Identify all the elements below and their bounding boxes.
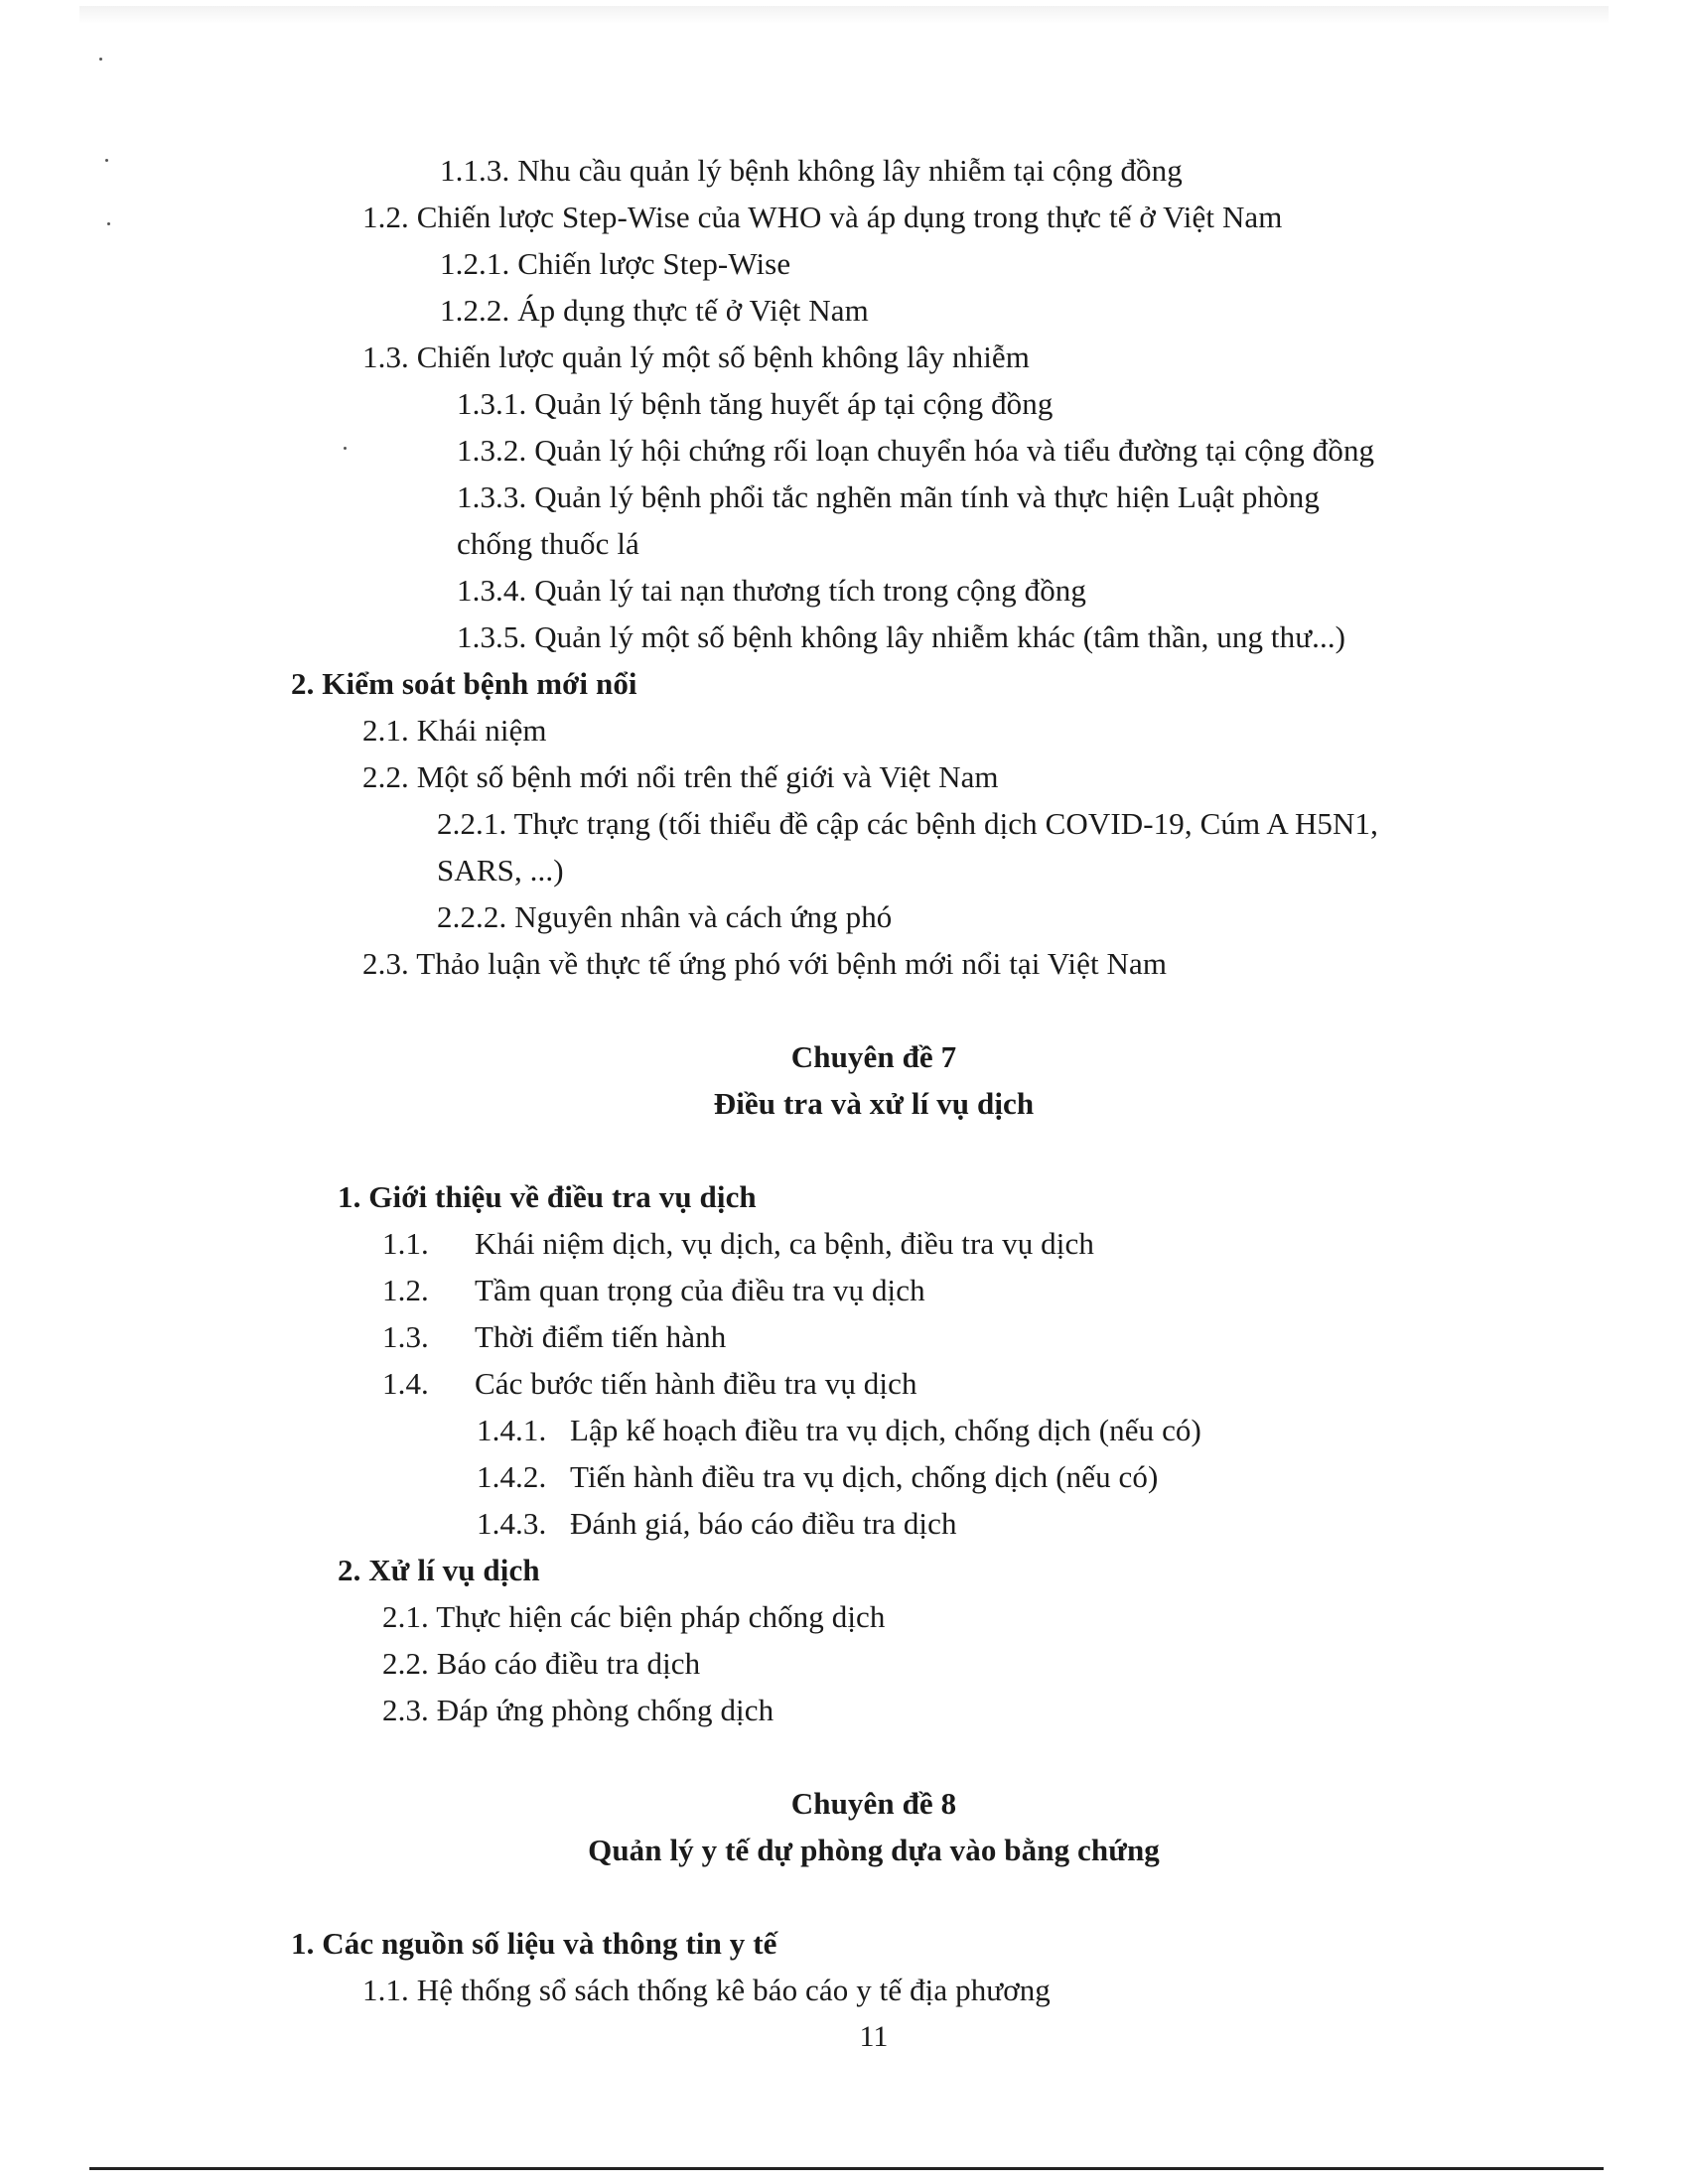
toc-line: 1.2. Chiến lược Step-Wise của WHO và áp dụng trong thực tế ở Việt Nam xyxy=(362,200,1283,234)
numbered-item xyxy=(477,1457,1158,1497)
toc-line: 2.2. Báo cáo điều tra dịch xyxy=(382,1646,701,1681)
item-text: Các bước tiến hành điều tra vụ dịch xyxy=(475,1366,917,1401)
toc-line: 1.3. Chiến lược quản lý một số bệnh không lây nhiễm xyxy=(362,340,1030,374)
chapter-number: Chuyên đề 7 xyxy=(790,1039,957,1074)
chapter-title: Điều tra và xử lí vụ dịch xyxy=(713,1086,1035,1121)
item-text: Lập kế hoạch điều tra vụ dịch, chống dịch (nếu có) xyxy=(570,1413,1201,1447)
item-number: 1.4.1. xyxy=(477,1413,547,1447)
item-text: Tiến hành điều tra vụ dịch, chống dịch (nếu có) xyxy=(570,1459,1159,1494)
scan-speck xyxy=(105,159,108,162)
section-heading: 1. Các nguồn số liệu và thông tin y tế xyxy=(291,1926,777,1961)
toc-line: 1.3.4. Quản lý tai nạn thương tích trong cộng đồng xyxy=(457,573,1086,608)
section-heading: 2. Xử lí vụ dịch xyxy=(338,1553,540,1587)
toc-line: 2.2.1. Thực trạng (tối thiểu đề cập các bệnh dịch COVID-19, Cúm A H5N1, xyxy=(437,806,1378,841)
item-number: 1.2. xyxy=(382,1273,429,1307)
item-number: 1.4.3. xyxy=(477,1506,547,1541)
toc-line: 1.3.2. Quản lý hội chứng rối loạn chuyển hóa và tiểu đường tại cộng đồng xyxy=(457,433,1375,468)
toc-line: SARS, ...) xyxy=(437,853,564,887)
scan-artifact xyxy=(79,6,1609,24)
numbered-item xyxy=(477,1411,1201,1450)
toc-line: 1.2.2. Áp dụng thực tế ở Việt Nam xyxy=(440,293,869,328)
item-number: 1.3. xyxy=(382,1319,429,1354)
item-number: 1.4. xyxy=(382,1366,429,1401)
scan-speck xyxy=(107,222,110,225)
toc-line: 1.1.3. Nhu cầu quản lý bệnh không lây nhiễm tại cộng đồng xyxy=(440,153,1183,188)
toc-line: 2.3. Đáp ứng phòng chống dịch xyxy=(382,1693,774,1727)
scan-speck xyxy=(344,447,347,450)
numbered-item xyxy=(382,1271,925,1310)
numbered-item xyxy=(382,1224,1094,1264)
item-number: 1.1. xyxy=(382,1226,429,1261)
section-heading: 2. Kiểm soát bệnh mới nổi xyxy=(291,666,637,701)
toc-line: 1.3.5. Quản lý một số bệnh không lây nhiễm khác (tâm thần, ung thư...) xyxy=(457,619,1346,654)
bottom-rule xyxy=(89,2167,1604,2170)
toc-line: 1.1. Hệ thống sổ sách thống kê báo cáo y tế địa phương xyxy=(362,1973,1051,2007)
toc-line: 2.2.2. Nguyên nhân và cách ứng phó xyxy=(437,899,893,934)
chapter-title: Quản lý y tế dự phòng dựa vào bằng chứng xyxy=(588,1833,1160,1867)
item-text: Tầm quan trọng của điều tra vụ dịch xyxy=(475,1273,925,1307)
toc-line: 1.3.1. Quản lý bệnh tăng huyết áp tại cộng đồng xyxy=(457,386,1054,421)
chapter-number: Chuyên đề 8 xyxy=(790,1786,957,1821)
section-heading: 1. Giới thiệu về điều tra vụ dịch xyxy=(338,1179,757,1214)
toc-line: 2.1. Khái niệm xyxy=(362,713,547,748)
item-text: Thời điểm tiến hành xyxy=(475,1319,727,1354)
toc-line: 2.3. Thảo luận về thực tế ứng phó với bệnh mới nổi tại Việt Nam xyxy=(362,946,1168,981)
item-number: 1.4.2. xyxy=(477,1459,547,1494)
toc-line: 1.2.1. Chiến lược Step-Wise xyxy=(440,246,791,281)
numbered-item xyxy=(382,1317,726,1357)
toc-line: 1.3.3. Quản lý bệnh phổi tắc nghẽn mãn tính và thực hiện Luật phòng xyxy=(457,479,1320,514)
item-text: Khái niệm dịch, vụ dịch, ca bệnh, điều tra vụ dịch xyxy=(475,1226,1094,1261)
toc-line: chống thuốc lá xyxy=(457,526,639,561)
numbered-item xyxy=(382,1364,917,1404)
page-number: 11 xyxy=(859,2020,889,2053)
numbered-item xyxy=(477,1504,957,1544)
toc-line: 2.2. Một số bệnh mới nổi trên thế giới và Việt Nam xyxy=(362,759,999,794)
scan-speck xyxy=(99,58,102,61)
toc-line: 2.1. Thực hiện các biện pháp chống dịch xyxy=(382,1599,886,1634)
item-text: Đánh giá, báo cáo điều tra dịch xyxy=(570,1506,957,1541)
